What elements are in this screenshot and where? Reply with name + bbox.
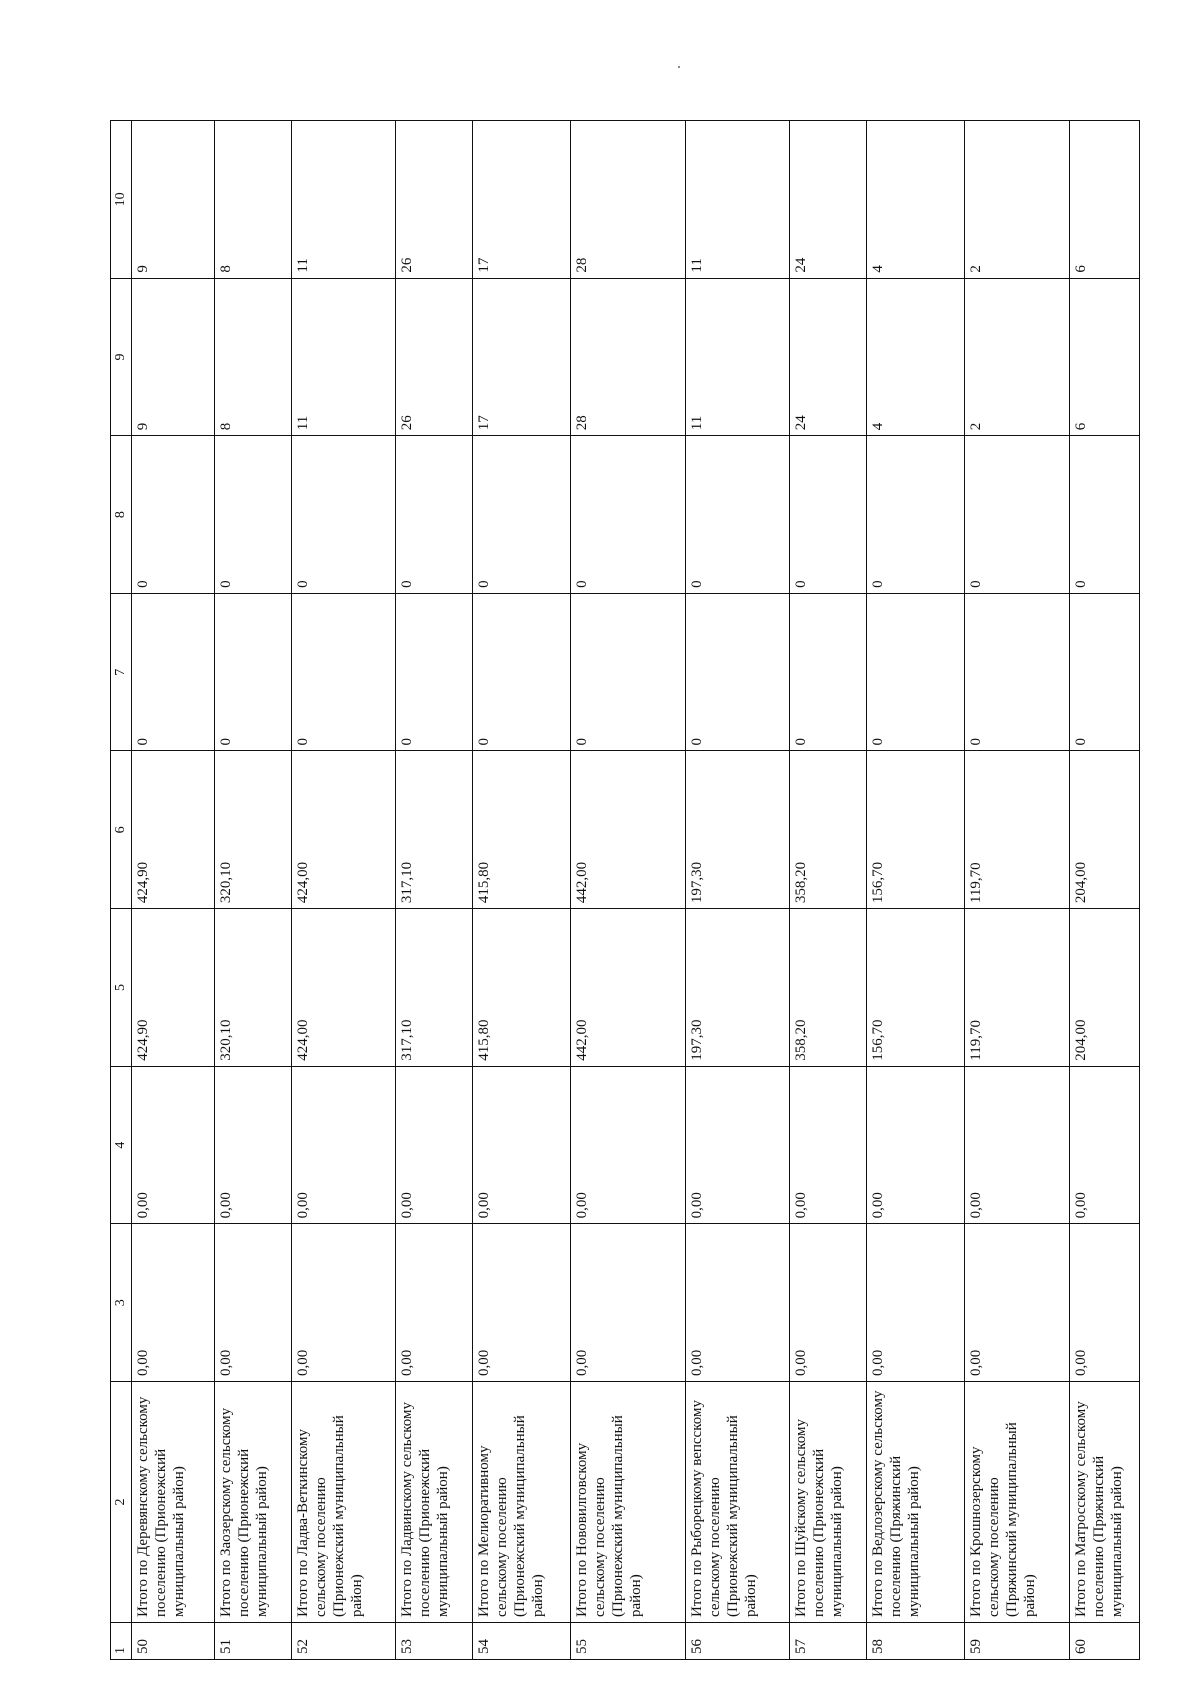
value-cell: 0 (291, 593, 395, 751)
value-cell: 0 (472, 593, 570, 751)
table-row (1069, 121, 1139, 1660)
row-number-cell: 53 (396, 1623, 473, 1660)
row-number-cell: 54 (472, 1623, 570, 1660)
value-cell: 358,20 (790, 909, 867, 1067)
column-header: 8 (111, 436, 132, 594)
table-row (132, 121, 215, 1660)
value-cell: 415,80 (472, 751, 570, 909)
value-cell: 0,00 (867, 1224, 965, 1382)
value-cell: 26 (396, 121, 473, 279)
column-header: 3 (111, 1224, 132, 1382)
value-cell: 0 (790, 436, 867, 594)
value-cell: 0 (965, 436, 1069, 594)
value-cell: 0,00 (965, 1224, 1069, 1382)
row-number-cell: 60 (1069, 1623, 1139, 1660)
value-cell: 0 (867, 436, 965, 594)
value-cell: 11 (291, 121, 395, 279)
row-number-cell: 51 (215, 1623, 292, 1660)
settlement-name-cell: Итого по Ладва-Веткинскому сельскому поселению (Прионежский муниципальный район) (291, 1382, 395, 1623)
value-cell: 424,00 (291, 909, 395, 1067)
row-number-cell: 56 (686, 1623, 790, 1660)
value-cell: 28 (570, 278, 685, 436)
settlement-name-cell: Итого по Крошнозерскому сельскому поселению (Пряжинский муниципальный район) (965, 1382, 1069, 1623)
column-header: 2 (111, 1382, 132, 1623)
value-cell: 0 (472, 436, 570, 594)
column-header: 7 (111, 593, 132, 751)
value-cell: 0,00 (396, 1066, 473, 1224)
row-number-cell: 50 (132, 1623, 215, 1660)
value-cell: 0 (215, 593, 292, 751)
value-cell: 358,20 (790, 751, 867, 909)
table-row (396, 121, 473, 1660)
value-cell: 6 (1069, 121, 1139, 279)
row-number-cell: 59 (965, 1623, 1069, 1660)
table-row (790, 121, 867, 1660)
column-header: 10 (111, 121, 132, 279)
value-cell: 0 (1069, 436, 1139, 594)
value-cell: 0 (132, 436, 215, 594)
value-cell: 0,00 (790, 1224, 867, 1382)
value-cell: 0 (132, 593, 215, 751)
value-cell: 0,00 (291, 1224, 395, 1382)
settlement-name-cell: Итого по Матросскому сельскому поселению (Пряжинский муниципальный район) (1069, 1382, 1139, 1623)
value-cell: 424,90 (132, 751, 215, 909)
value-cell: 0,00 (867, 1066, 965, 1224)
value-cell: 0,00 (472, 1224, 570, 1382)
value-cell: 0,00 (686, 1224, 790, 1382)
value-cell: 0,00 (570, 1066, 685, 1224)
table-row (965, 121, 1069, 1660)
value-cell: 0,00 (1069, 1224, 1139, 1382)
value-cell: 0 (396, 593, 473, 751)
value-cell: 0 (790, 593, 867, 751)
table-row (215, 121, 292, 1660)
value-cell: 0,00 (215, 1224, 292, 1382)
value-cell: 197,30 (686, 909, 790, 1067)
value-cell: 119,70 (965, 909, 1069, 1067)
settlement-name-cell: Итого по Шуйскому сельскому поселению (Прионежский муниципальный район) (790, 1382, 867, 1623)
value-cell: 317,10 (396, 909, 473, 1067)
value-cell: 0 (396, 436, 473, 594)
value-cell: 8 (215, 278, 292, 436)
value-cell: 156,70 (867, 909, 965, 1067)
value-cell: 17 (472, 121, 570, 279)
settlement-name-cell: Итого по Ведлозерскому сельскому поселению (Пряжинский муниципальный район) (867, 1382, 965, 1623)
value-cell: 0 (570, 436, 685, 594)
value-cell: 2 (965, 121, 1069, 279)
value-cell: 0,00 (790, 1066, 867, 1224)
value-cell: 24 (790, 278, 867, 436)
value-cell: 0 (686, 593, 790, 751)
value-cell: 0 (867, 593, 965, 751)
value-cell: 442,00 (570, 909, 685, 1067)
value-cell: 9 (132, 278, 215, 436)
value-cell: 204,00 (1069, 751, 1139, 909)
value-cell: 4 (867, 121, 965, 279)
value-cell: 415,80 (472, 909, 570, 1067)
value-cell: 0,00 (132, 1066, 215, 1224)
row-number-cell: 58 (867, 1623, 965, 1660)
value-cell: 0 (291, 436, 395, 594)
value-cell: 156,70 (867, 751, 965, 909)
value-cell: 0,00 (472, 1066, 570, 1224)
value-cell: 424,00 (291, 751, 395, 909)
value-cell: 0 (570, 593, 685, 751)
rotated-table-container (110, 120, 1140, 1660)
value-cell: 0,00 (570, 1224, 685, 1382)
value-cell: 11 (686, 278, 790, 436)
scan-speck (678, 66, 680, 68)
value-cell: 0 (215, 436, 292, 594)
settlement-name-cell: Итого по Заозерскому сельскому поселению (Прионежский муниципальный район) (215, 1382, 292, 1623)
value-cell: 320,10 (215, 751, 292, 909)
value-cell: 0,00 (965, 1066, 1069, 1224)
value-cell: 0,00 (215, 1066, 292, 1224)
value-cell: 0,00 (686, 1066, 790, 1224)
value-cell: 0 (965, 593, 1069, 751)
row-number-cell: 55 (570, 1623, 685, 1660)
value-cell: 317,10 (396, 751, 473, 909)
settlement-name-cell: Итого по Мелиоративному сельскому поселению (Прионежский муниципальный район) (472, 1382, 570, 1623)
value-cell: 0,00 (396, 1224, 473, 1382)
header-row (111, 121, 132, 1660)
value-cell: 204,00 (1069, 909, 1139, 1067)
table-row (686, 121, 790, 1660)
value-cell: 8 (215, 121, 292, 279)
value-cell: 2 (965, 278, 1069, 436)
value-cell: 11 (291, 278, 395, 436)
value-cell: 0,00 (1069, 1066, 1139, 1224)
column-header: 4 (111, 1066, 132, 1224)
value-cell: 442,00 (570, 751, 685, 909)
value-cell: 0 (686, 436, 790, 594)
column-header: 6 (111, 751, 132, 909)
settlement-name-cell: Итого по Нововилговскому сельскому поселению (Прионежский муниципальный район) (570, 1382, 685, 1623)
table-row (291, 121, 395, 1660)
value-cell: 0,00 (132, 1224, 215, 1382)
value-cell: 9 (132, 121, 215, 279)
value-cell: 6 (1069, 278, 1139, 436)
column-header: 1 (111, 1623, 132, 1660)
value-cell: 28 (570, 121, 685, 279)
value-cell: 24 (790, 121, 867, 279)
value-cell: 197,30 (686, 751, 790, 909)
value-cell: 17 (472, 278, 570, 436)
value-cell: 320,10 (215, 909, 292, 1067)
value-cell: 0 (1069, 593, 1139, 751)
settlement-name-cell: Итого по Деревянскому сельскому поселению (Прионежский муниципальный район) (132, 1382, 215, 1623)
row-number-cell: 57 (790, 1623, 867, 1660)
settlement-name-cell: Итого по Рыборецкому вепсскому сельскому поселению (Прионежский муниципальный район) (686, 1382, 790, 1623)
value-cell: 424,90 (132, 909, 215, 1067)
table-row (570, 121, 685, 1660)
settlement-name-cell: Итого по Ладвинскому сельскому поселению (Прионежский муниципальный район) (396, 1382, 473, 1623)
row-number-cell: 52 (291, 1623, 395, 1660)
column-header: 9 (111, 278, 132, 436)
column-header: 5 (111, 909, 132, 1067)
data-table (110, 120, 1140, 1660)
table-row (472, 121, 570, 1660)
value-cell: 0,00 (291, 1066, 395, 1224)
value-cell: 119,70 (965, 751, 1069, 909)
table-row (867, 121, 965, 1660)
value-cell: 11 (686, 121, 790, 279)
value-cell: 4 (867, 278, 965, 436)
value-cell: 26 (396, 278, 473, 436)
